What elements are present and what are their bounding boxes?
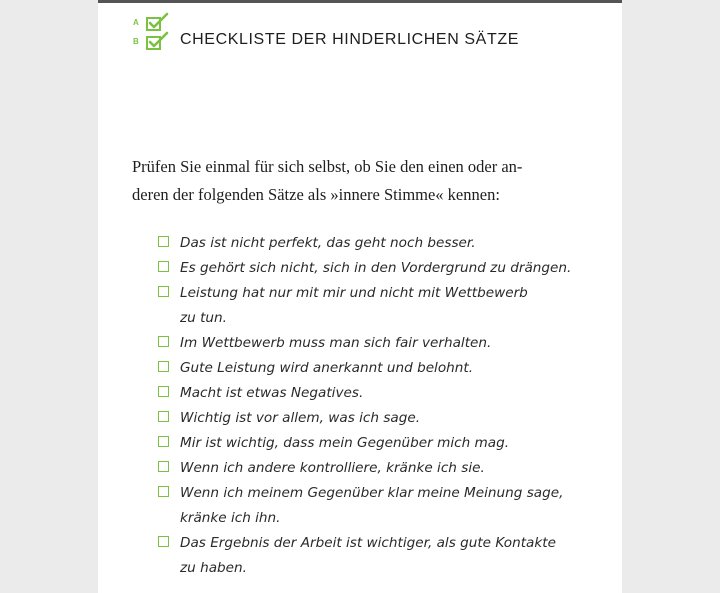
checkbox-empty-icon[interactable] bbox=[158, 386, 169, 397]
checklist-item bbox=[158, 431, 571, 456]
checklist-item bbox=[158, 356, 571, 381]
intro-paragraph bbox=[132, 153, 572, 209]
checklist-item bbox=[158, 231, 571, 256]
checklist-item bbox=[158, 456, 571, 481]
checklist-item bbox=[158, 531, 571, 581]
checkbox-empty-icon[interactable] bbox=[158, 461, 169, 472]
checklist-item-text-continued: kränke ich ihn. bbox=[180, 510, 281, 526]
checklist-item bbox=[158, 256, 571, 281]
checklist-item bbox=[158, 381, 571, 406]
checklist-item-text: Im Wettbewerb muss man sich fair verhalten. bbox=[180, 335, 492, 351]
ab-checklist-logo bbox=[133, 14, 173, 54]
checkbox-empty-icon[interactable] bbox=[158, 536, 169, 547]
checklist-item-text: Es gehört sich nicht, sich in den Vordergrund zu drängen. bbox=[180, 260, 572, 276]
checkbox-checked-icon bbox=[146, 31, 170, 51]
checklist-item-text: Mir ist wichtig, dass mein Gegenüber mich mag. bbox=[180, 435, 510, 451]
checkbox-empty-icon[interactable] bbox=[158, 336, 169, 347]
checklist-item-text: Gute Leistung wird anerkannt und belohnt. bbox=[180, 360, 474, 376]
checkbox-empty-icon[interactable] bbox=[158, 236, 169, 247]
checkbox-empty-icon[interactable] bbox=[158, 436, 169, 447]
checklist-item bbox=[158, 406, 571, 431]
checkbox-empty-icon[interactable] bbox=[158, 411, 169, 422]
checkbox-empty-icon[interactable] bbox=[158, 286, 169, 297]
mark-letter-a: A bbox=[133, 18, 139, 27]
intro-line: Prüfen Sie einmal für sich selbst, ob Sie den einen oder an- bbox=[132, 157, 523, 176]
checkbox-empty-icon[interactable] bbox=[158, 361, 169, 372]
document-page bbox=[98, 0, 622, 593]
checklist-item-text: Wichtig ist vor allem, was ich sage. bbox=[180, 410, 421, 426]
mark-letter-b: B bbox=[133, 37, 139, 46]
checklist-item-text: Wenn ich andere kontrolliere, kränke ich sie. bbox=[180, 460, 485, 476]
checkbox-empty-icon[interactable] bbox=[158, 261, 169, 272]
checklist-item-text: Leistung hat nur mit mir und nicht mit Wettbewerb bbox=[180, 285, 528, 301]
checklist-item bbox=[158, 331, 571, 356]
checklist-item-text: Macht ist etwas Negatives. bbox=[180, 385, 364, 401]
checklist-item bbox=[158, 481, 571, 531]
checklist-item-text: Das ist nicht perfekt, das geht noch besser. bbox=[180, 235, 476, 251]
checklist-item bbox=[158, 281, 571, 331]
intro-line: deren der folgenden Sätze als »innere Stimme« kennen: bbox=[132, 185, 500, 204]
section-header bbox=[133, 14, 603, 54]
checklist-item-text-continued: zu tun. bbox=[180, 310, 227, 326]
checkbox-empty-icon[interactable] bbox=[158, 486, 169, 497]
checklist-item-text: Das Ergebnis der Arbeit ist wichtiger, als gute Kontakte bbox=[180, 535, 556, 551]
checklist bbox=[158, 231, 571, 581]
checklist-item-text: Wenn ich meinem Gegenüber klar meine Meinung sage, bbox=[180, 485, 564, 501]
checklist-item-text-continued: zu haben. bbox=[180, 560, 247, 576]
checkbox-checked-icon bbox=[146, 12, 170, 32]
page-title: CHECKLISTE DER HINDERLICHEN SÄTZE bbox=[180, 31, 519, 48]
